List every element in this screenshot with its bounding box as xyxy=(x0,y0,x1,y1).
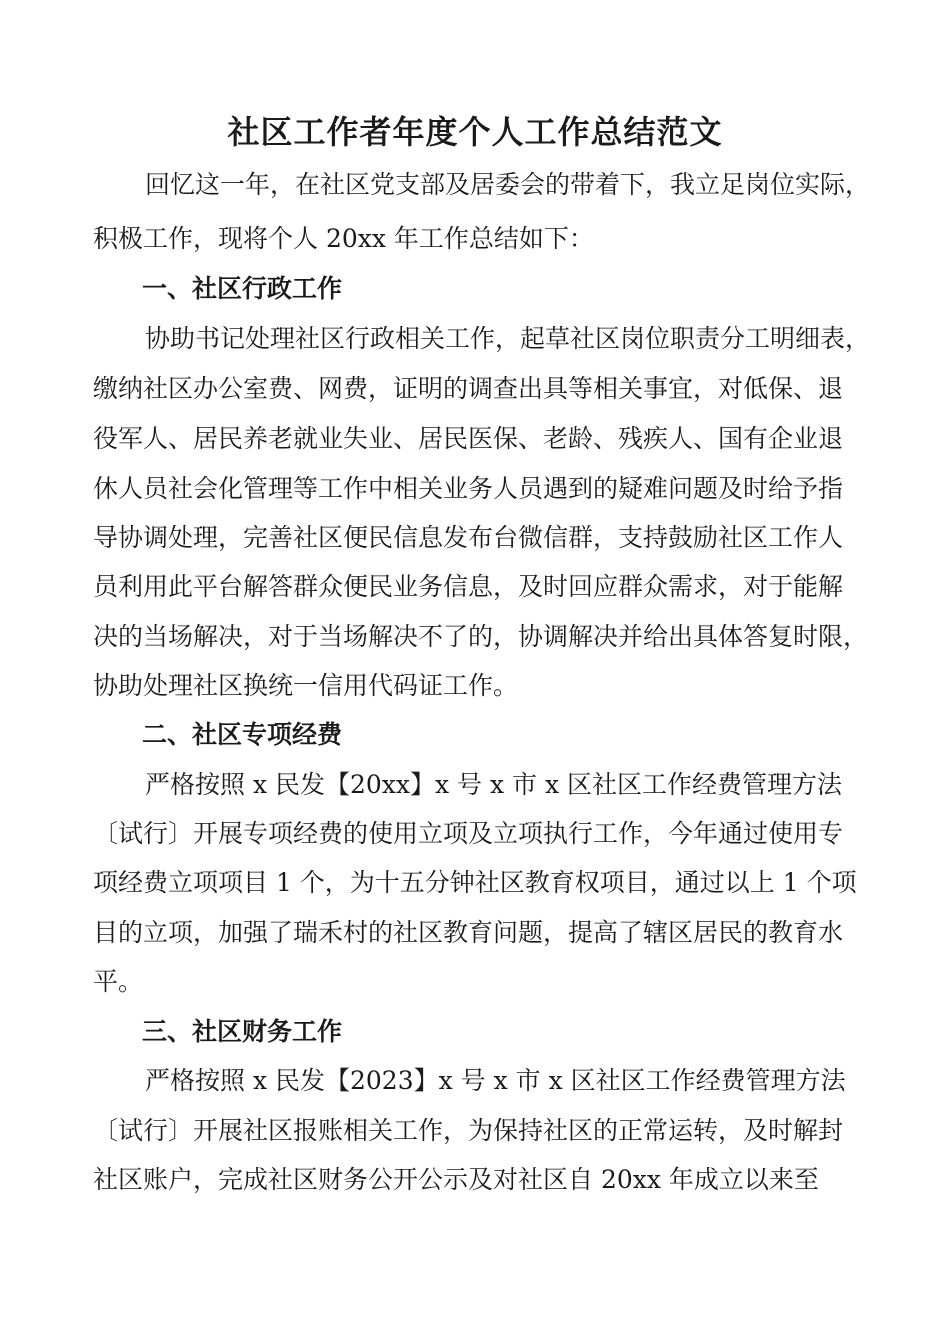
paragraph-line: 严格按照 x 民发【20xx】x 号 x 市 x 区社区工作经费管理方法 xyxy=(145,770,843,799)
paragraph-line: 协助处理社区换统一信用代码证工作。 xyxy=(93,671,519,700)
intro-line: 积极工作，现将个人 20xx 年工作总结如下： xyxy=(93,224,594,253)
paragraph-line: 导协调处理，完善社区便民信息发布台微信群，支持鼓励社区工作人 xyxy=(93,523,844,552)
paragraph-line: 社区账户，完成社区财务公开公示及对社区自 20xx 年成立以来至 xyxy=(93,1165,819,1194)
paragraph-line: 目的立项，加强了瑞禾村的社区教育问题，提高了辖区居民的教育水 xyxy=(93,918,844,947)
paragraph-line: 缴纳社区办公室费、网费，证明的调查出具等相关事宜，对低保、退 xyxy=(93,374,844,403)
section-heading: 一、社区行政工作 xyxy=(142,274,343,303)
paragraph-line: 休人员社会化管理等工作中相关业务人员遇到的疑难问题及时给予指 xyxy=(93,474,844,503)
paragraph-line: 决的当场解决，对于当场解决不了的，协调解决并给出具体答复时限， xyxy=(93,622,869,651)
intro-line: 回忆这一年，在社区党支部及居委会的带着下，我立足岗位实际， xyxy=(145,170,871,199)
paragraph-line: 〔试行〕开展专项经费的使用立项及立项执行工作，今年通过使用专 xyxy=(93,819,844,848)
section-heading: 三、社区财务工作 xyxy=(142,1017,343,1046)
section-heading: 二、社区专项经费 xyxy=(142,720,343,749)
document-title: 社区工作者年度个人工作总结范文 xyxy=(227,113,723,151)
paragraph-line: 役军人、居民养老就业失业、居民医保、老龄、残疾人、国有企业退 xyxy=(93,424,844,453)
paragraph-line: 协助书记处理社区行政相关工作，起草社区岗位职责分工明细表， xyxy=(145,324,871,353)
paragraph-line: 项经费立项项目 1 个，为十五分钟社区教育权项目，通过以上 1 个项 xyxy=(93,868,857,897)
paragraph-line: 平。 xyxy=(93,967,144,996)
paragraph-line: 员利用此平台解答群众便民业务信息，及时回应群众需求，对于能解 xyxy=(93,572,844,601)
paragraph-line: 〔试行〕开展社区报账相关工作，为保持社区的正常运转，及时解封 xyxy=(93,1116,844,1145)
paragraph-line: 严格按照 x 民发【2023】x 号 x 市 x 区社区工作经费管理方法 xyxy=(145,1066,846,1095)
